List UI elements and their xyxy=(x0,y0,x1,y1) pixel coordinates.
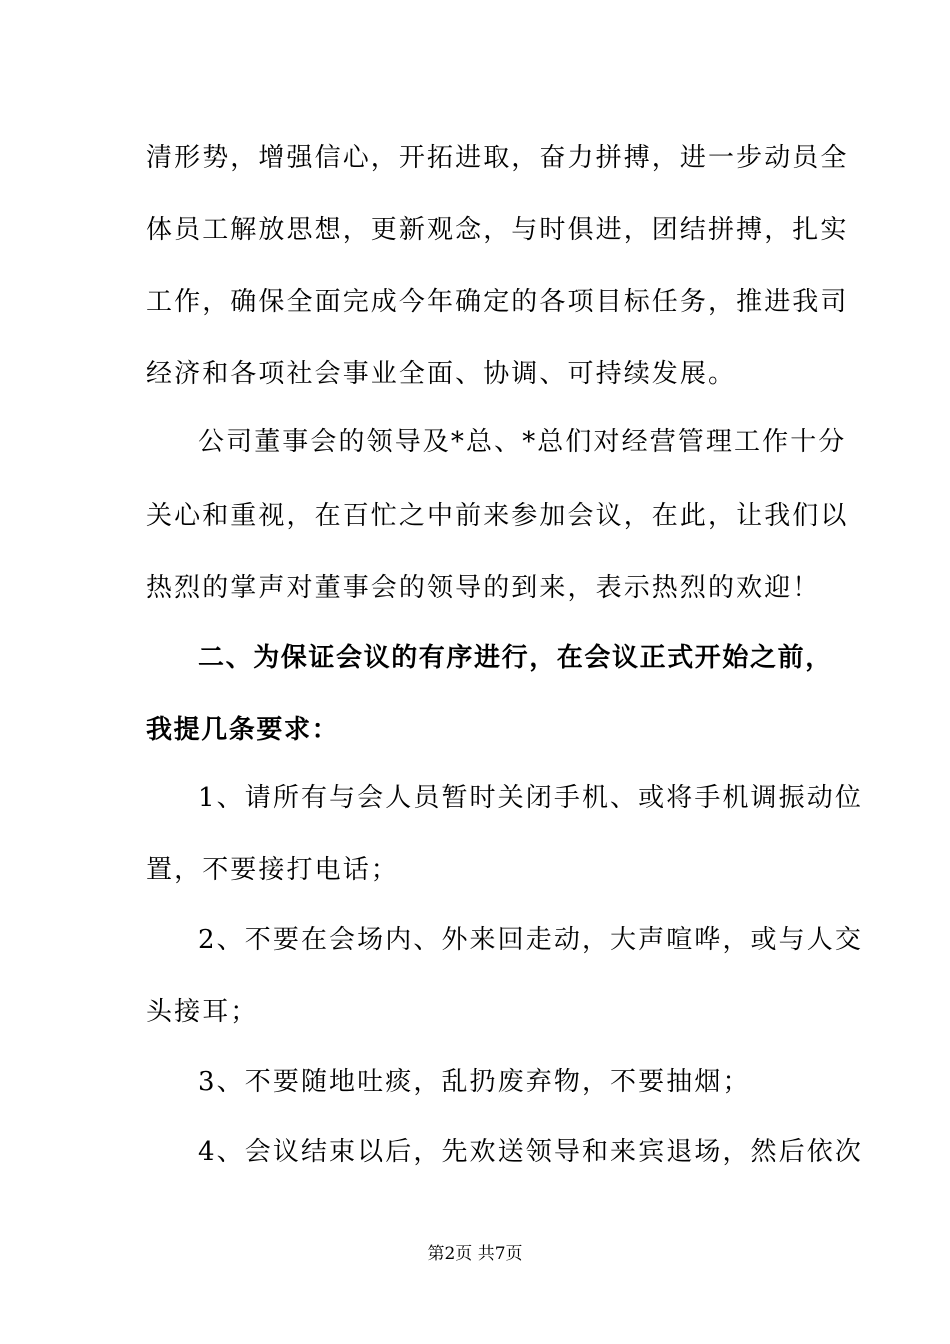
list-item-line: 1、请所有与会人员暂时关闭手机、或将手机调振动位 xyxy=(198,783,863,813)
list-item-continuation: 头接耳； xyxy=(146,997,259,1027)
body-text-line: 关心和重视，在百忙之中前来参加会议，在此，让我们以 xyxy=(146,501,849,531)
body-text-line: 清形势，增强信心，开拓进取，奋力拼搏，进一步动员全 xyxy=(146,143,849,173)
body-text-line: 经济和各项社会事业全面、协调、可持续发展。 xyxy=(146,359,737,389)
list-item-line: 4、会议结束以后，先欢送领导和来宾退场，然后依次 xyxy=(198,1137,863,1167)
paragraph-start-line: 公司董事会的领导及*总、*总们对经营管理工作十分 xyxy=(198,427,847,457)
list-item-line: 2、不要在会场内、外来回走动，大声喧哗，或与人交 xyxy=(198,925,863,955)
section-heading-line: 二、为保证会议的有序进行，在会议正式开始之前， xyxy=(198,643,833,673)
list-item-continuation: 置，不要接打电话； xyxy=(146,855,399,885)
page-number-footer: 第2页 共7页 xyxy=(427,1244,523,1264)
body-text-line: 工作，确保全面完成今年确定的各项目标任务，推进我司 xyxy=(146,287,849,317)
body-text-line: 体员工解放思想，更新观念，与时俱进，团结拼搏，扎实 xyxy=(146,215,849,245)
body-text-line: 热烈的掌声对董事会的领导的到来，表示热烈的欢迎！ xyxy=(146,573,821,603)
list-item-line: 3、不要随地吐痰，乱扔废弃物，不要抽烟； xyxy=(198,1067,751,1097)
section-heading-line: 我提几条要求： xyxy=(146,715,340,745)
